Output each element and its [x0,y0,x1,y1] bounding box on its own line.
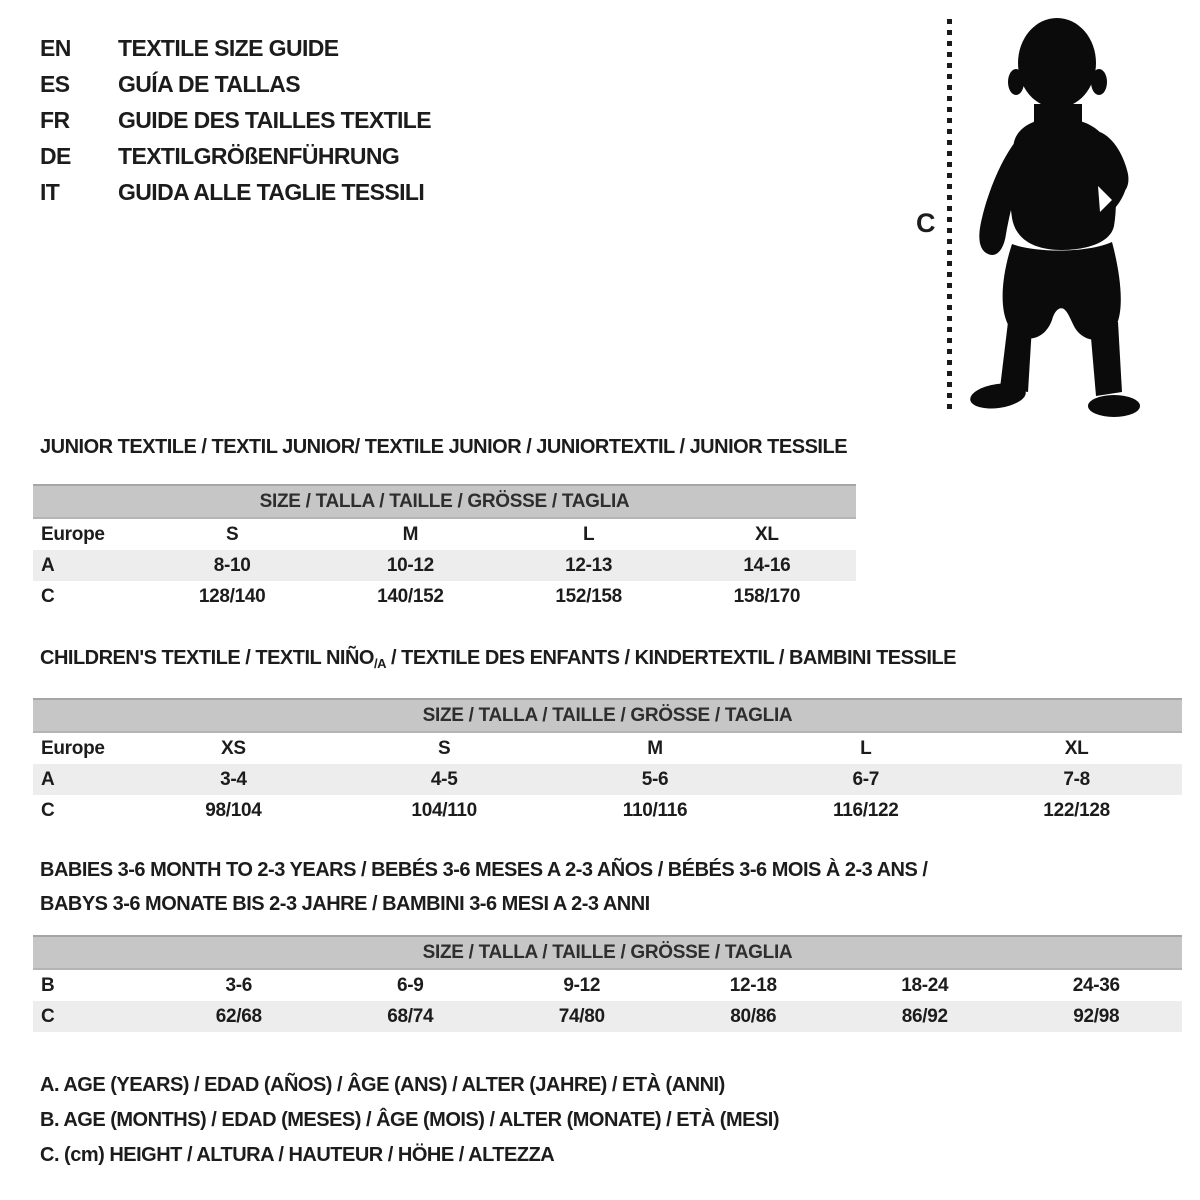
table-cell: M [402,523,419,545]
table-row-label: A [33,764,128,795]
table-row-label: B [41,974,55,996]
table-cell: 86/92 [839,1001,1011,1032]
table-cell: 158/170 [733,585,801,607]
table-cell: S [225,523,239,545]
table-cell: 140/152 [377,585,444,607]
measure-legend [40,1068,779,1173]
table-cell: 5-6 [550,764,761,795]
size-header-bar: SIZE / TALLA / TAILLE / GRÖSSE / TAGLIA [33,485,856,518]
table-cell: 98/104 [205,799,262,821]
babies-title-line2: BABYS 3-6 MONATE BIS 2-3 JAHRE / BAMBINI 3-6 MESI A 2-3 ANNI [40,893,650,915]
table-cell: 128/140 [198,585,266,607]
lang-title: GUIDE DES TAILLES TEXTILE [118,106,431,133]
table-row [33,518,856,550]
table-header-row [33,936,1182,969]
table-cell: L [582,523,595,545]
table-cell: 8-10 [143,550,321,581]
lang-code: EN [40,34,71,61]
table-cell: XL [755,523,779,545]
table-cell: 116/122 [833,799,899,821]
children-section-title [40,646,1182,676]
babies-title-line1: BABIES 3-6 MONTH TO 2-3 YEARS / BEBÉS 3-6 MESES A 2-3 AÑOS / BÉBÉS 3-6 MOIS À 2-3 ANS / [40,859,928,881]
children-title-text: CHILDREN'S TEXTILE / TEXTIL NIÑO [40,647,374,669]
lang-row-fr [40,102,431,138]
lang-row-it [40,174,431,210]
height-measure-label: C [916,208,936,238]
size-header-bar: SIZE / TALLA / TAILLE / GRÖSSE / TAGLIA [33,699,1182,732]
table-row [33,764,1182,795]
table-header-row [33,699,1182,732]
lang-row-es [40,66,431,102]
babies-section-title [33,853,1182,921]
table-cell: 14-16 [678,550,856,581]
junior-section-title: JUNIOR TEXTILE / TEXTIL JUNIOR/ TEXTILE JUNIOR / JUNIORTEXTIL / JUNIOR TESSILE [40,436,848,458]
children-title-text: / TEXTILE DES ENFANTS / KINDERTEXTIL / BAMBINI TESSILE [385,647,956,669]
children-title-sub: /A [373,656,386,671]
table-cell: 80/86 [668,1001,840,1032]
lang-code: DE [40,142,71,169]
table-cell: 104/110 [411,799,477,821]
table-cell: 110/116 [622,799,688,821]
table-cell: 4-5 [339,764,550,795]
junior-size-table [33,484,856,612]
table-row [33,795,1182,826]
table-row-label: Europe [41,737,105,759]
lang-code: IT [40,178,60,205]
table-cell: 122/128 [1043,799,1110,821]
table-row-label: C [41,799,55,821]
lang-code: ES [40,70,70,97]
lang-title: GUIDA ALLE TAGLIE TESSILI [118,178,425,205]
table-cell: 9-12 [563,974,601,996]
table-cell: XS [221,737,246,759]
table-cell: L [860,737,872,759]
table-row [33,1001,1182,1032]
table-cell: 152/158 [555,585,622,607]
table-header-row [33,485,856,518]
children-size-table [33,698,1182,826]
table-cell: 3-6 [225,974,253,996]
table-cell: 68/74 [325,1001,497,1032]
table-cell: 24-36 [1072,974,1120,996]
table-cell: 12-18 [729,974,777,996]
legend-line-c: C. (cm) HEIGHT / ALTURA / HAUTEUR / HÖHE / ALTEZZA [40,1144,555,1166]
height-dashed-line [947,19,952,415]
baby-silhouette [962,16,1147,418]
table-cell: 62/68 [153,1001,325,1032]
table-cell: 6-7 [760,764,971,795]
table-cell: XL [1064,737,1089,759]
table-cell: 74/80 [496,1001,668,1032]
table-row-label: C [33,1001,153,1032]
lang-row-en [40,30,431,66]
table-cell: 3-4 [128,764,339,795]
table-cell: 92/98 [1011,1001,1183,1032]
junior-textile-section [33,435,856,612]
lang-title: GUÍA DE TALLAS [118,70,300,97]
lang-row-de [40,138,431,174]
lang-title: TEXTILE SIZE GUIDE [118,34,339,61]
legend-line-a: A. AGE (YEARS) / EDAD (AÑOS) / ÂGE (ANS) / ALTER (JAHRE) / ETÀ (ANNI) [40,1074,725,1096]
size-header-bar: SIZE / TALLA / TAILLE / GRÖSSE / TAGLIA [33,936,1182,969]
table-row [33,732,1182,764]
table-row [33,969,1182,1001]
table-cell: 12-13 [500,550,678,581]
table-cell: 18-24 [901,974,949,996]
lang-title: TEXTILGRÖßENFÜHRUNG [118,142,400,169]
babies-textile-section [33,853,1182,1032]
table-row [33,550,856,581]
children-textile-section [33,646,1182,826]
language-title-list [40,30,431,210]
table-row [33,581,856,612]
babies-size-table [33,935,1182,1032]
table-cell: 10-12 [321,550,499,581]
lang-code: FR [40,106,70,133]
table-cell: S [438,737,451,759]
table-cell: M [647,737,663,759]
table-cell: 6-9 [396,974,424,996]
table-row-label: Europe [41,523,105,545]
table-row-label: C [41,585,55,607]
legend-line-b: B. AGE (MONTHS) / EDAD (MESES) / ÂGE (MOIS) / ALTER (MONATE) / ETÀ (MESI) [40,1109,780,1131]
table-cell: 7-8 [971,764,1182,795]
table-row-label: A [33,550,143,581]
